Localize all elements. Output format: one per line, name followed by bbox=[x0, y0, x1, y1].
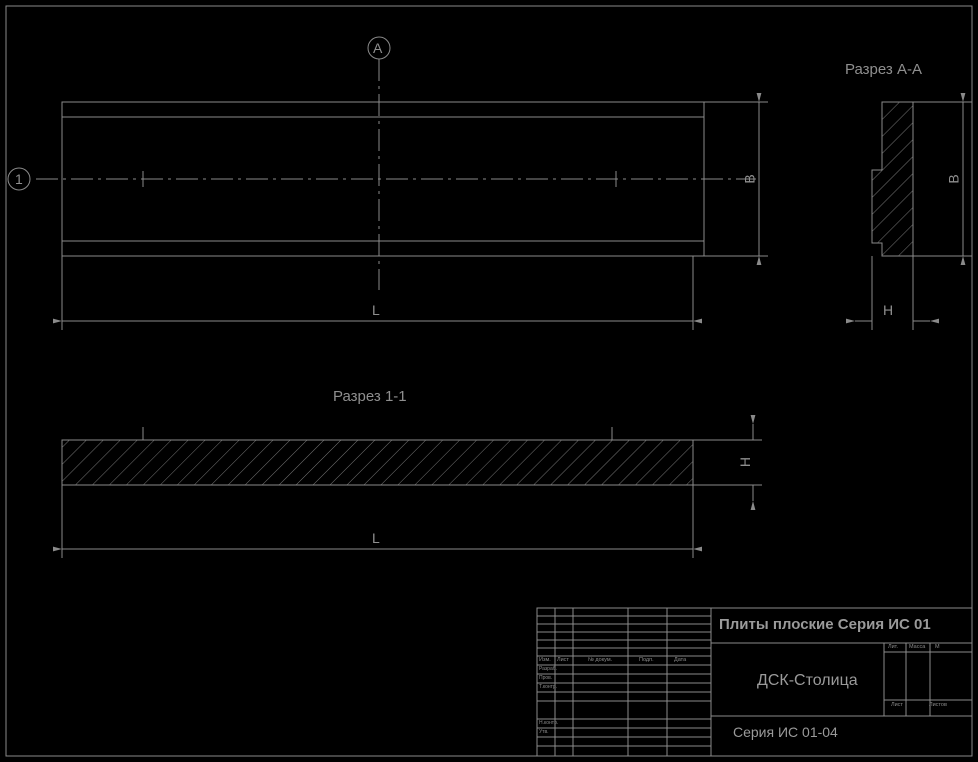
section-a-a-dim-thickness bbox=[855, 256, 930, 330]
section-1-1-dim-length-label: L bbox=[372, 530, 380, 546]
title-block-role-utv: Утв. bbox=[539, 729, 549, 735]
title-block-col-doc: № докум. bbox=[588, 657, 613, 663]
section-1-1-ticks bbox=[143, 427, 612, 440]
section-1-1-title: Разрез 1-1 bbox=[333, 388, 407, 405]
plan-dim-width-label: B bbox=[741, 174, 758, 184]
section-a-a-hatch bbox=[872, 102, 913, 256]
title-block-company: ДСК-Столица bbox=[757, 672, 858, 689]
section-a-a-dim-width-label: B bbox=[945, 174, 962, 184]
section-1-1-dim-length bbox=[62, 485, 693, 558]
section-a-a-title: Разрез А-А bbox=[845, 61, 922, 78]
section-a-a-dim-thickness-label: H bbox=[883, 302, 894, 318]
plan-dim-length bbox=[62, 256, 693, 330]
section-a-a-dim-width bbox=[913, 102, 972, 256]
section-1-1-hatch bbox=[62, 440, 693, 485]
plan-dim-length-label: L bbox=[372, 302, 380, 318]
section-1-1-dim-thickness-label: H bbox=[737, 456, 754, 468]
title-block-role-razrab: Разраб. bbox=[539, 666, 558, 672]
title-block-role-prov: Пров. bbox=[539, 675, 553, 681]
title-block-role-nkontr: Н.контр. bbox=[539, 720, 559, 726]
title-block-cell-sheets: Листов bbox=[929, 702, 947, 708]
title-block-cell-scale: М bbox=[935, 644, 940, 650]
title-block-series: Серия ИС 01-04 bbox=[733, 724, 838, 740]
title-block-drawing-title: Плиты плоские Серия ИС 01 bbox=[719, 616, 931, 633]
section-mark-a-label: A bbox=[373, 40, 383, 56]
title-block-col-podp: Подп. bbox=[639, 657, 654, 663]
title-block-col-izm: Изм. bbox=[539, 657, 551, 663]
title-block-cell-lit: Лит. bbox=[888, 644, 899, 650]
axis-mark-1-label: 1 bbox=[15, 171, 23, 187]
title-block-cell-sheet: Лист bbox=[891, 702, 903, 708]
title-block-cell-mass: Масса bbox=[909, 644, 926, 650]
title-block-role-tkontr: Т.контр. bbox=[539, 684, 558, 690]
title-block-col-data: Дата bbox=[674, 657, 687, 663]
title-block-col-list: Лист bbox=[557, 657, 569, 663]
